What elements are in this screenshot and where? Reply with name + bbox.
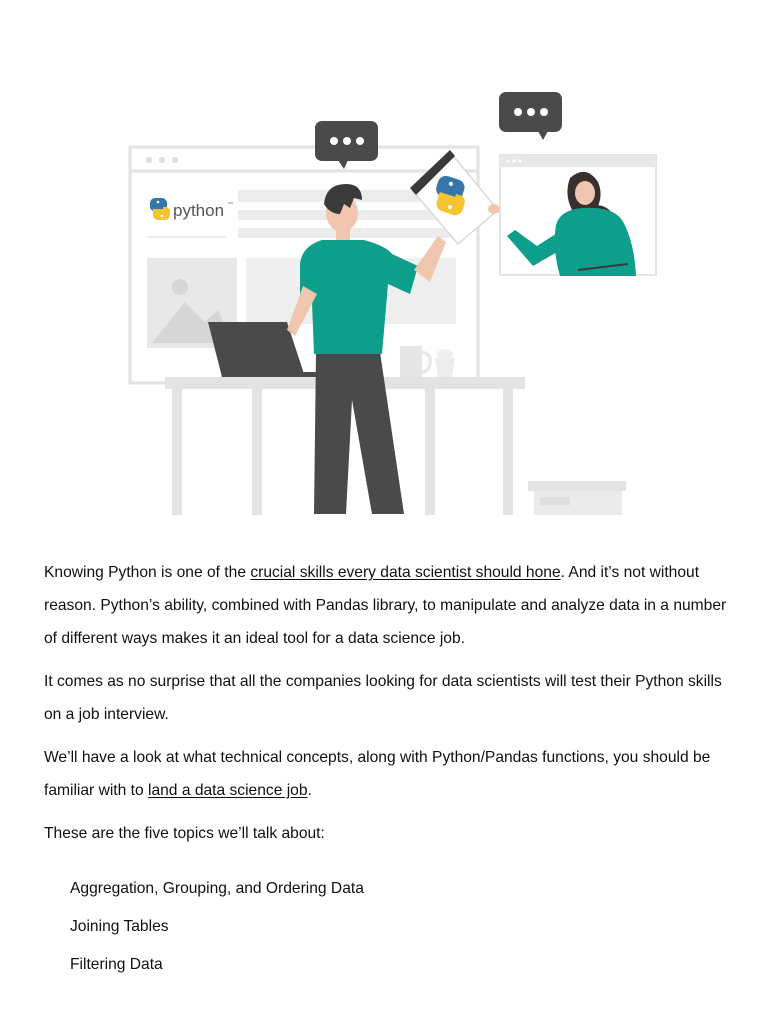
topic-item: Filtering Data: [70, 956, 163, 973]
svg-text:™: ™: [227, 202, 233, 208]
crucial-skills-link[interactable]: crucial skills every data scientist should hone: [250, 564, 561, 581]
concepts-paragraph: We’ll have a look at what technical concepts, along with Python/Pandas functions, you should be familiar with to land a data science job.: [44, 749, 711, 799]
interview-paragraph: It comes as no surprise that all the companies looking for data scientists will test their Python skills on a job interview.: [44, 673, 722, 723]
python-logo: [150, 198, 233, 220]
topic-item: Joining Tables: [70, 918, 169, 935]
cabinet-illustration: [528, 481, 626, 515]
land-job-link[interactable]: land a data science job: [148, 782, 308, 799]
topics-list: [70, 872, 364, 986]
python-logo-text: python: [173, 201, 225, 220]
article-body: [44, 556, 734, 850]
video-call-window-illustration: [500, 155, 656, 276]
topic-item: Aggregation, Grouping, and Ordering Data: [70, 880, 364, 897]
chat-bubble-icon: [499, 92, 562, 140]
intro-paragraph: Knowing Python is one of the crucial skills every data scientist should hone. And it’s not without reason. Python’s ability, combined with Pandas library, to manipulate and analyze data in a number of different ways makes it an ideal tool for a data science job.: [44, 564, 727, 647]
topics-intro-paragraph: These are the five topics we’ll talk about:: [44, 825, 325, 842]
